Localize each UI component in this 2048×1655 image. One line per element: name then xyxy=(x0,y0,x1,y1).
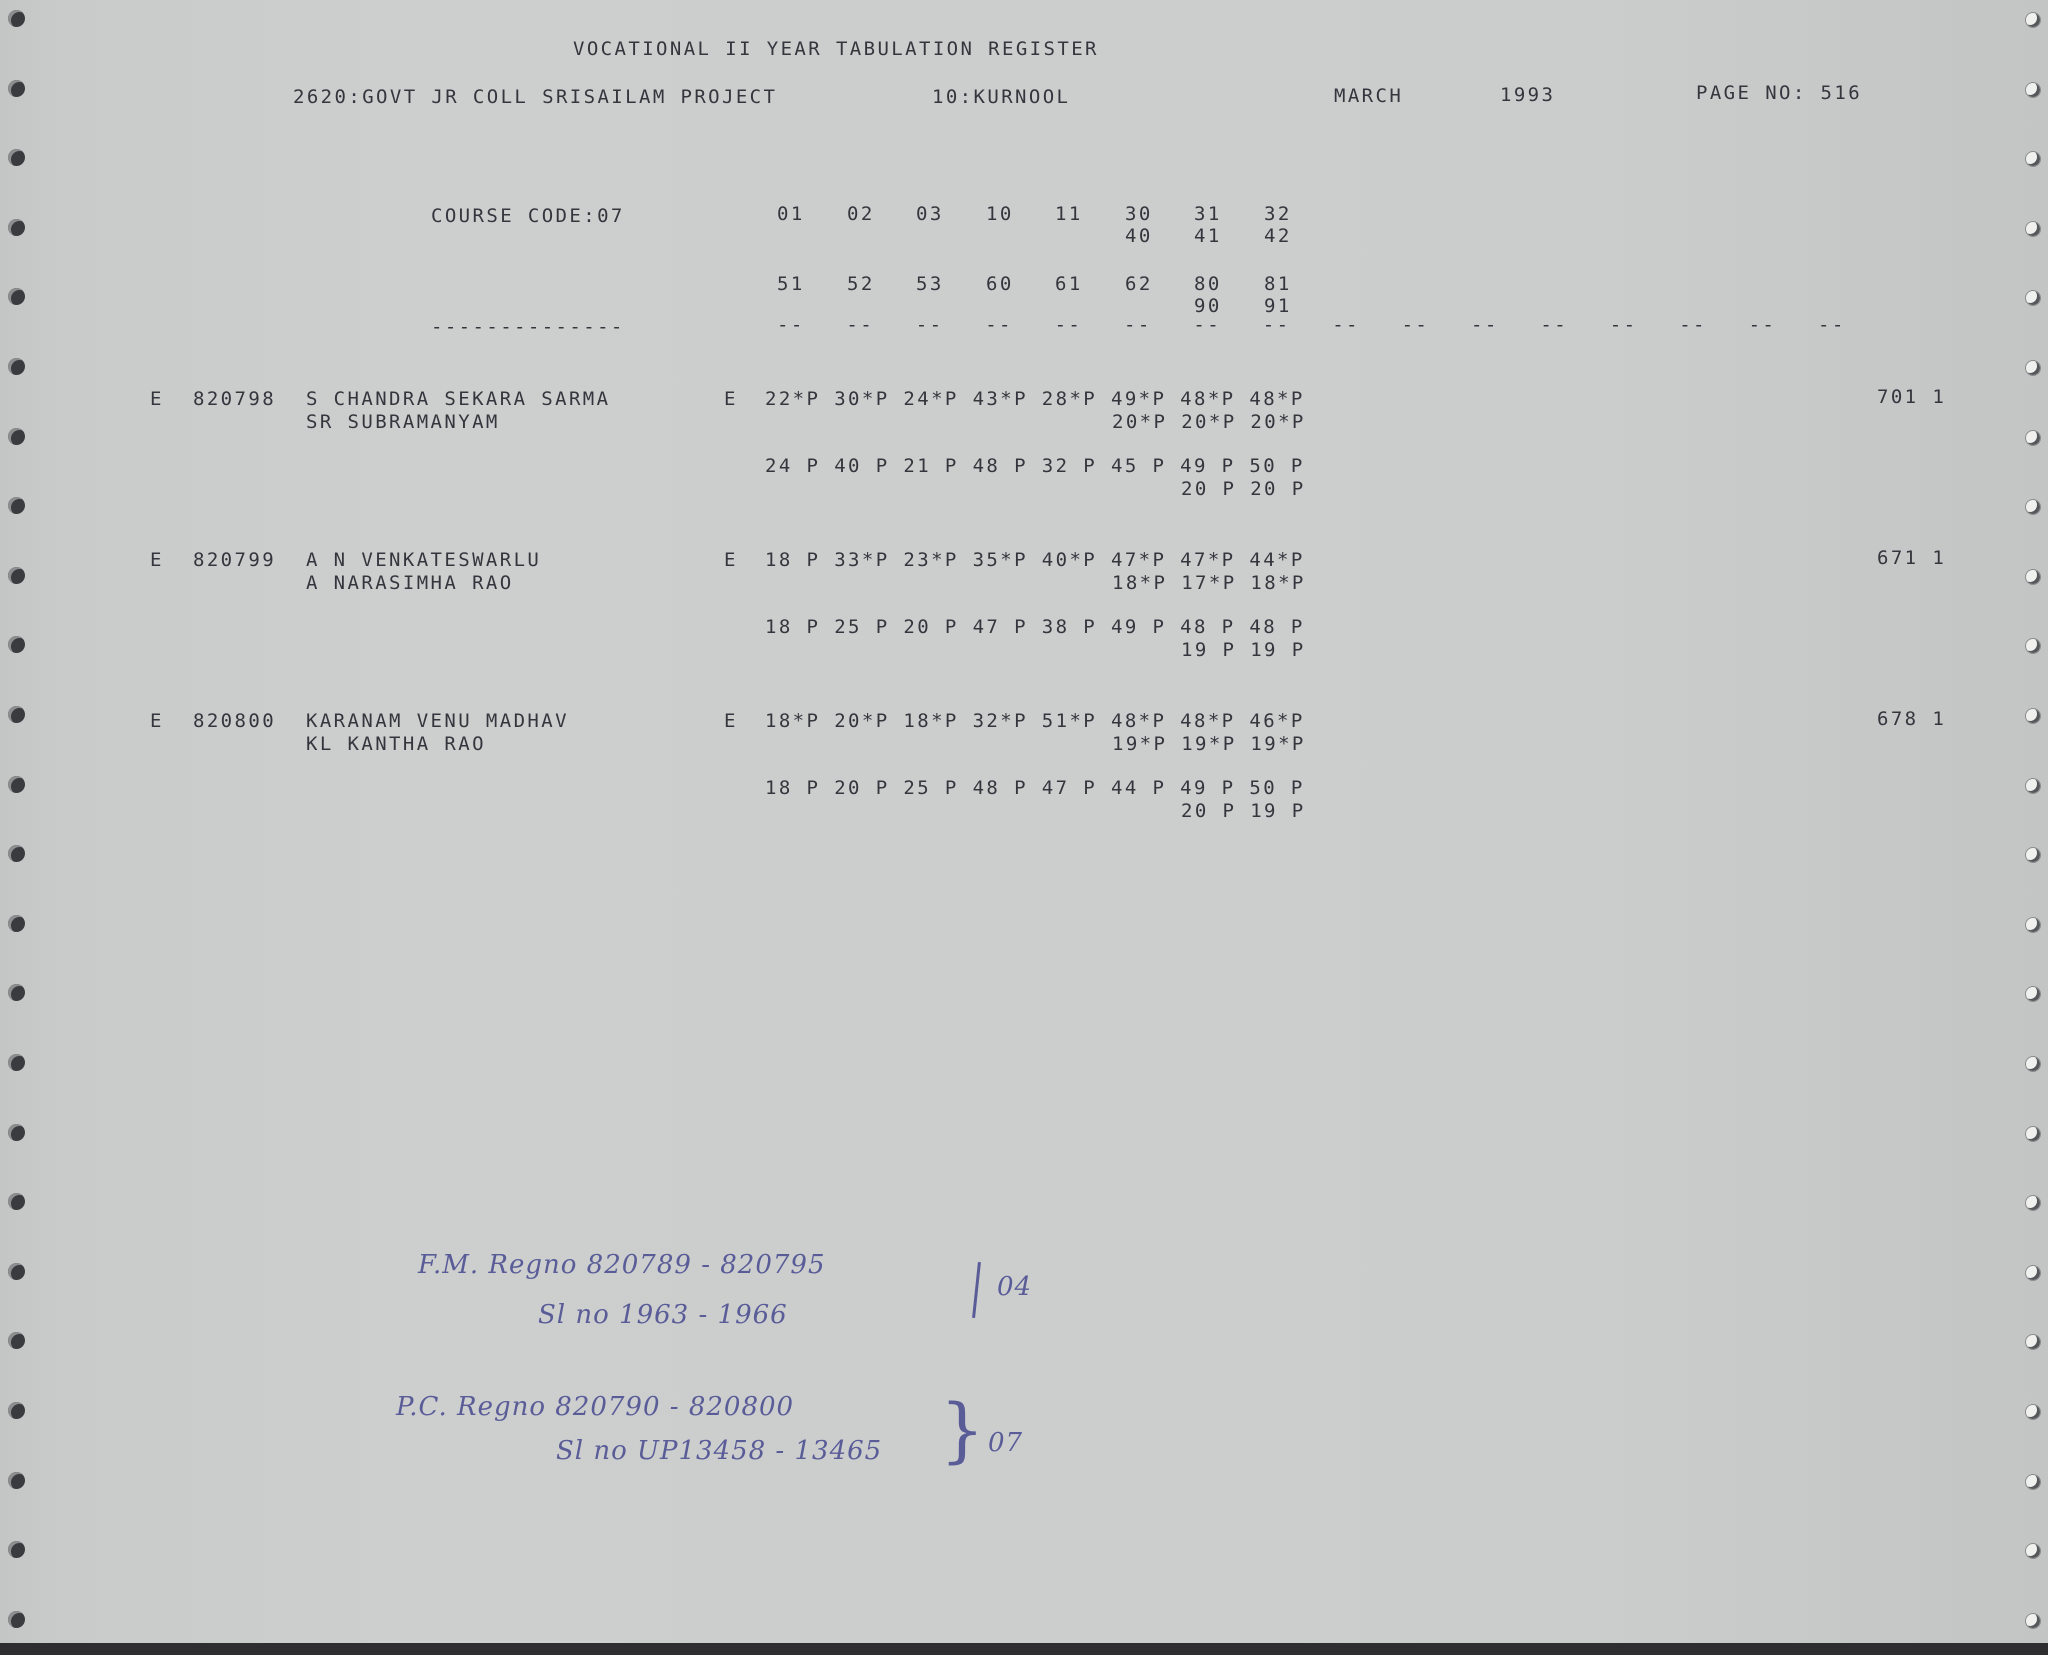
column-underline: -- xyxy=(915,314,944,336)
subject-code: 10 xyxy=(986,203,1014,225)
subject-code: 31 xyxy=(1194,203,1222,225)
record-name: A N VENKATESWARLU xyxy=(306,549,542,571)
sprocket-hole xyxy=(8,1332,25,1349)
sprocket-hole xyxy=(2025,847,2041,863)
column-underline: -- xyxy=(1193,314,1222,336)
sprocket-hole xyxy=(2025,290,2041,306)
sprocket-hole xyxy=(2025,986,2041,1002)
record-marks-line1: 18*P 20*P 18*P 32*P 51*P 48*P 48*P 46*P xyxy=(765,710,1305,732)
subject-code: 02 xyxy=(847,203,875,225)
subject-code: 32 xyxy=(1264,203,1292,225)
handwritten-note-fm-regno: F.M. Regno 820789 - 820795 xyxy=(418,1250,826,1280)
subject-code: 52 xyxy=(847,273,875,295)
column-underline: -- xyxy=(1054,314,1083,336)
sprocket-hole xyxy=(8,149,25,166)
sprocket-hole xyxy=(8,288,25,305)
sprocket-hole xyxy=(2025,151,2041,167)
record-marks-line2: 18 P 25 P 20 P 47 P 38 P 49 P 48 P 48 P xyxy=(765,616,1305,638)
record-marks-line2: 24 P 40 P 21 P 48 P 32 P 45 P 49 P 50 P xyxy=(765,455,1305,477)
record-name: KARANAM VENU MADHAV xyxy=(306,710,569,732)
sprocket-hole xyxy=(8,845,25,862)
sprocket-hole xyxy=(2025,638,2041,654)
column-underline: -- xyxy=(1124,314,1152,336)
sprocket-hole xyxy=(8,1193,25,1210)
record-regno: 820798 xyxy=(193,388,277,410)
record-medium: E xyxy=(724,710,738,732)
sprocket-hole xyxy=(2025,778,2041,794)
sprocket-hole xyxy=(8,1124,25,1141)
sprocket-hole xyxy=(2025,430,2041,446)
handwritten-note-pc-regno: P.C. Regno 820790 - 820800 xyxy=(396,1392,795,1422)
column-underline: -- xyxy=(1609,314,1638,336)
column-underline: -- xyxy=(1401,314,1430,336)
district-name: 10:KURNOOL xyxy=(932,86,1071,108)
subject-code: 90 xyxy=(1194,295,1222,317)
handwritten-divider xyxy=(972,1262,981,1318)
sprocket-hole xyxy=(2025,499,2041,515)
sprocket-hole xyxy=(8,497,25,514)
handwritten-note-pc-slno: Sl no UP13458 - 13465 xyxy=(556,1436,883,1466)
sprocket-hole xyxy=(8,1054,25,1071)
sprocket-hole xyxy=(8,1611,25,1628)
record-father-name: A NARASIMHA RAO xyxy=(306,572,514,594)
record-marks-line1: 18 P 33*P 23*P 35*P 40*P 47*P 47*P 44*P xyxy=(765,549,1305,571)
record-name: S CHANDRA SEKARA SARMA xyxy=(306,388,611,410)
record-regno: 820799 xyxy=(193,549,277,571)
column-underline: -- xyxy=(1540,314,1569,336)
sprocket-hole xyxy=(2025,12,2041,28)
subject-code: 62 xyxy=(1125,273,1153,295)
college-name: 2620:GOVT JR COLL SRISAILAM PROJECT xyxy=(293,86,778,108)
column-underline: -- xyxy=(1679,314,1707,336)
record-marks-line1: 22*P 30*P 24*P 43*P 28*P 49*P 48*P 48*P xyxy=(765,388,1305,410)
course-underline: -------------- xyxy=(431,316,625,338)
sprocket-hole xyxy=(8,984,25,1001)
sprocket-hole xyxy=(2025,360,2041,376)
record-total: 701 1 xyxy=(1877,386,1947,408)
sprocket-hole xyxy=(2025,1056,2041,1072)
subject-code: 53 xyxy=(916,273,944,295)
record-marks-line1b: 18*P 17*P 18*P xyxy=(1112,572,1306,594)
subject-code: 80 xyxy=(1194,273,1222,295)
column-underline: -- xyxy=(1332,314,1360,336)
sprocket-hole xyxy=(8,358,25,375)
sprocket-hole xyxy=(8,706,25,723)
sprocket-hole xyxy=(2025,1404,2041,1420)
column-underline: -- xyxy=(777,314,805,336)
record-medium: E xyxy=(724,388,738,410)
sprocket-hole xyxy=(8,1402,25,1419)
handwritten-brace: } xyxy=(940,1389,986,1471)
record-marks-line1b: 19*P 19*P 19*P xyxy=(1112,733,1306,755)
sprocket-hole xyxy=(2025,1334,2041,1350)
handwritten-note-fm-count: 04 xyxy=(997,1272,1033,1302)
column-underline: -- xyxy=(846,314,875,336)
subject-code: 91 xyxy=(1264,295,1292,317)
subject-code: 60 xyxy=(986,273,1014,295)
sprocket-hole xyxy=(8,80,25,97)
record-category: E xyxy=(150,710,164,732)
subject-code: 42 xyxy=(1264,225,1292,247)
column-underline: -- xyxy=(1471,314,1499,336)
record-father-name: KL KANTHA RAO xyxy=(306,733,486,755)
sprocket-hole xyxy=(8,915,25,932)
sprocket-hole xyxy=(2025,221,2041,237)
column-underline: -- xyxy=(1818,314,1846,336)
subject-code: 11 xyxy=(1055,203,1083,225)
sprocket-hole xyxy=(2025,569,2041,585)
sprocket-hole xyxy=(2025,1543,2041,1559)
record-category: E xyxy=(150,549,164,571)
column-underline: -- xyxy=(985,314,1013,336)
sprocket-hole xyxy=(2025,1126,2041,1142)
record-total: 671 1 xyxy=(1877,547,1947,569)
handwritten-note-pc-count: 07 xyxy=(988,1428,1024,1458)
sprocket-hole xyxy=(8,428,25,445)
record-marks-line2: 18 P 20 P 25 P 48 P 47 P 44 P 49 P 50 P xyxy=(765,777,1305,799)
sprocket-hole xyxy=(8,1472,25,1489)
record-category: E xyxy=(150,388,164,410)
paper-bottom-edge xyxy=(0,1643,2048,1655)
record-marks-line2b: 20 P 20 P xyxy=(1181,478,1306,500)
subject-code: 30 xyxy=(1125,203,1153,225)
record-marks-line2b: 20 P 19 P xyxy=(1181,800,1306,822)
sprocket-hole xyxy=(8,219,25,236)
subject-code: 01 xyxy=(777,203,805,225)
record-regno: 820800 xyxy=(193,710,277,732)
sprocket-hole xyxy=(8,567,25,584)
sprocket-hole xyxy=(8,776,25,793)
sprocket-hole xyxy=(8,1263,25,1280)
record-marks-line2b: 19 P 19 P xyxy=(1181,639,1306,661)
course-code: COURSE CODE:07 xyxy=(431,205,625,227)
record-medium: E xyxy=(724,549,738,571)
sprocket-hole xyxy=(8,1541,25,1558)
column-underline: -- xyxy=(1748,314,1777,336)
handwritten-note-fm-slno: Sl no 1963 - 1966 xyxy=(538,1300,788,1330)
subject-code: 51 xyxy=(777,273,805,295)
sprocket-hole xyxy=(2025,1613,2041,1629)
sprocket-hole xyxy=(8,636,25,653)
subject-code: 41 xyxy=(1194,225,1222,247)
record-total: 678 1 xyxy=(1877,708,1947,730)
sprocket-hole xyxy=(2025,708,2041,724)
subject-code: 61 xyxy=(1055,273,1083,295)
exam-year: 1993 xyxy=(1500,84,1556,106)
sprocket-hole xyxy=(2025,1195,2041,1211)
subject-code: 40 xyxy=(1125,225,1153,247)
sprocket-hole xyxy=(2025,1265,2041,1281)
record-marks-line1b: 20*P 20*P 20*P xyxy=(1112,411,1306,433)
record-father-name: SR SUBRAMANYAM xyxy=(306,411,500,433)
sprocket-hole xyxy=(8,10,25,27)
sprocket-hole xyxy=(2025,1474,2041,1490)
exam-month: MARCH xyxy=(1334,85,1404,107)
page-number: PAGE NO: 516 xyxy=(1696,82,1863,104)
sprocket-hole xyxy=(2025,82,2041,98)
sprocket-hole xyxy=(2025,917,2041,933)
subject-code: 81 xyxy=(1264,273,1292,295)
subject-code: 03 xyxy=(916,203,944,225)
column-underline: -- xyxy=(1262,314,1291,336)
register-title: VOCATIONAL II YEAR TABULATION REGISTER xyxy=(573,38,1099,60)
